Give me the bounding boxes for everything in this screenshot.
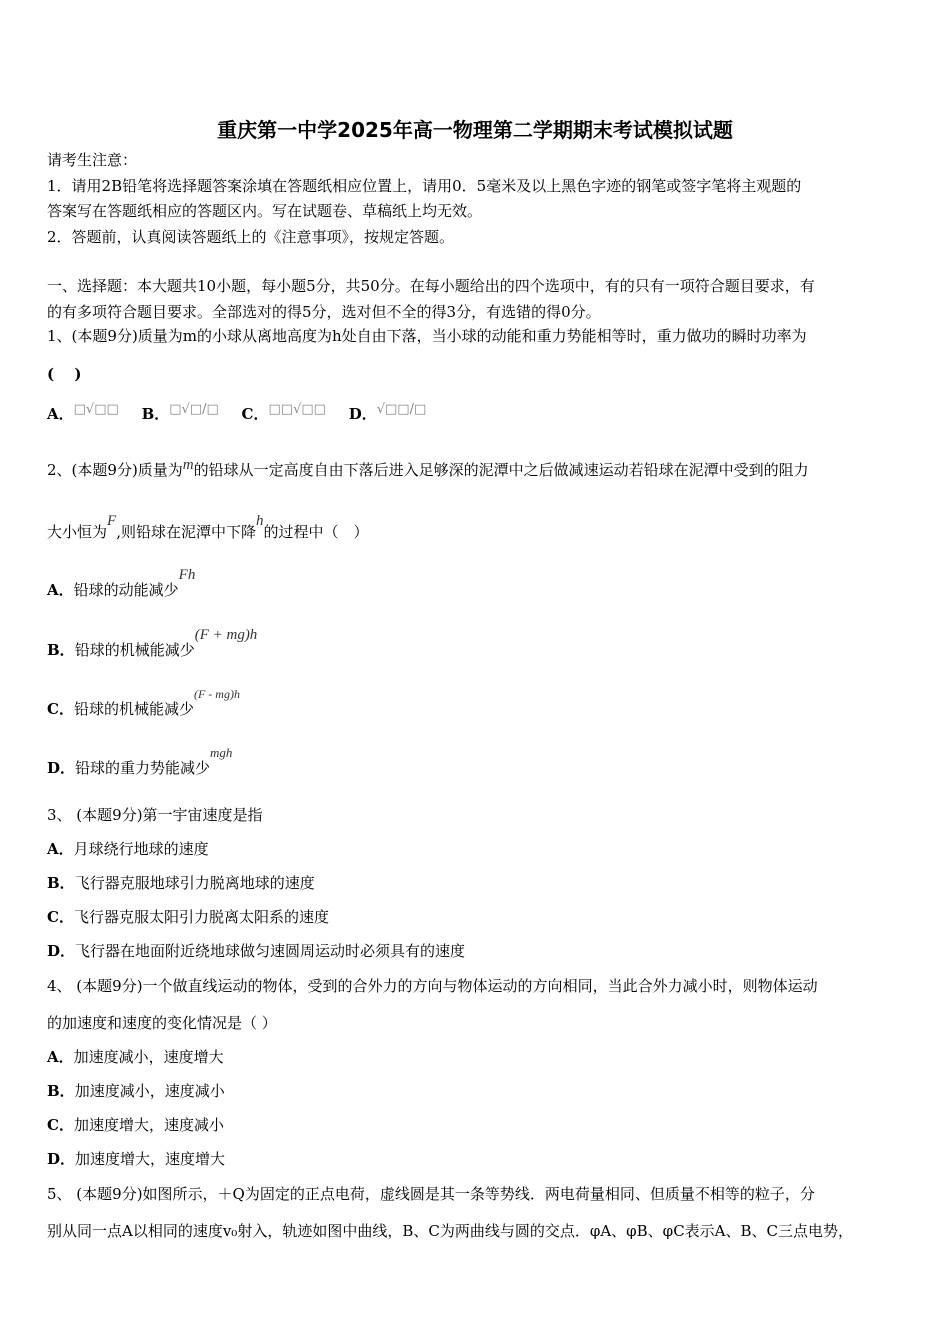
q3-option-a [47,839,209,859]
formula: (F + mg)h [194,627,258,643]
q4-option-a [47,1047,224,1067]
text: 加速度增大，速度增大 [75,1150,226,1168]
text: 飞行器克服地球引力脱离地球的速度 [74,874,315,892]
text: 飞行器在地面附近绕地球做匀速圆周运动时必须具有的速度 [75,942,466,960]
option-label: A． [47,1048,74,1066]
option-label: A． [47,581,74,599]
text: 大小恒为 [47,523,108,541]
notice-heading: 请考生注意： [47,151,138,169]
notice-line: 1．请用2B铅笔将选择题答案涂填在答题纸相应位置上，请用0．5毫米及以上黑色字迹的钢笔或签字笔将主观题的 [47,177,802,195]
q2-option-d [47,745,233,779]
q2-option-c [47,687,240,720]
option-label: A． [47,405,74,423]
text: 加速度减小，速度增大 [73,1048,224,1066]
text: 铅球的动能减少 [73,581,179,599]
q5-stem: 5、 (本题9分)如图所示，＋Q为固定的正点电荷，虚线圆是其一条等势线．两电荷量相同、但质量不相等的粒子，分 [47,1185,815,1203]
option-label: C． [47,700,74,718]
q4-option-c [47,1115,224,1135]
text: 月球绕行地球的速度 [73,840,209,858]
text: 的过程中（ ） [263,523,369,541]
q4-stem: 4、 (本题9分)一个做直线运动的物体，受到的合外力的方向与物体运动的方向相同，当此合外力减小时，则物体运动 [47,977,818,995]
option-label: D． [47,1150,76,1168]
text: 铅球的机械能减少 [73,700,194,718]
q3-option-b [47,873,315,893]
q3-option-c [47,907,329,927]
q1-stem: 1、(本题9分)质量为m的小球从离地高度为h处自由下落，当小球的动能和重力势能相等时，重力做功的瞬时功率为 [47,327,807,345]
q2-stem-cont [47,513,369,543]
q3-option-d [47,941,465,961]
formula-image: □√□□ [73,402,119,417]
option-label: C． [47,908,74,926]
notice-line: 2．答题前，认真阅读答题纸上的《注意事项》，按规定答题。 [47,228,455,246]
section-instructions: 的有多项符合题目要求。全部选对的得5分，选对但不全的得3分，有选错的得0分。 [47,303,601,321]
text: ,则铅球在泥潭中下降 [116,523,256,541]
section-instructions: 一、选择题：本大题共10小题，每小题5分，共50分。在每小题给出的四个选项中，有的只有一项符合题目要求，有 [47,277,815,295]
formula-image: □□√□□ [268,402,326,417]
formula: (F - mg)h [193,687,240,701]
q4-stem: 的加速度和速度的变化情况是（ ） [47,1014,277,1032]
q4-option-d [47,1149,225,1169]
option-label: B． [47,1082,75,1100]
option-label: C． [47,1116,74,1134]
option-label: D． [47,942,76,960]
option-label: C． [241,405,269,423]
formula: m [182,457,194,473]
formula: h [255,513,264,529]
text: 铅球的重力势能减少 [75,759,211,777]
formula: mgh [210,745,233,760]
page-title: 重庆第一中学2025年高一物理第二学期期末考试模拟试题 [217,118,733,142]
option-label: D． [348,405,377,423]
formula-image: √□□/□ [376,402,427,417]
formula: F [107,513,117,529]
q2-option-a [47,567,196,601]
text: 飞行器克服太阳引力脱离太阳系的速度 [73,908,329,926]
q1-paren: ( ) [47,365,82,383]
text: 加速度增大，速度减小 [73,1116,224,1134]
text: 铅球的机械能减少 [74,641,195,659]
q2-option-b [47,627,258,661]
q1-options [47,404,444,426]
option-label: B． [47,641,75,659]
text: 的铅球从一定高度自由下落后进入足够深的泥潭中之后做减速运动若铅球在泥潭中受到的阻力 [193,461,809,479]
option-label: B． [47,874,75,892]
text: 加速度减小，速度减小 [74,1082,225,1100]
q4-option-b [47,1081,225,1101]
notice-line: 答案写在答题纸相应的答题区内。写在试题卷、草稿纸上均无效。 [47,202,483,220]
formula-image: □√□/□ [169,402,219,417]
text: 2、(本题9分)质量为 [47,461,183,479]
q5-stem: 别从同一点A以相同的速度v₀射入，轨迹如图中曲线，B、C为两曲线与圆的交点．φA、φB、φC表示A、B、C三点电势， [47,1222,853,1240]
formula: Fh [178,567,196,583]
option-label: B． [141,405,170,423]
q3-stem: 3、 (本题9分)第一宇宙速度是指 [47,806,263,824]
option-label: D． [47,759,76,777]
option-label: A． [47,840,74,858]
q2-stem [47,457,809,481]
